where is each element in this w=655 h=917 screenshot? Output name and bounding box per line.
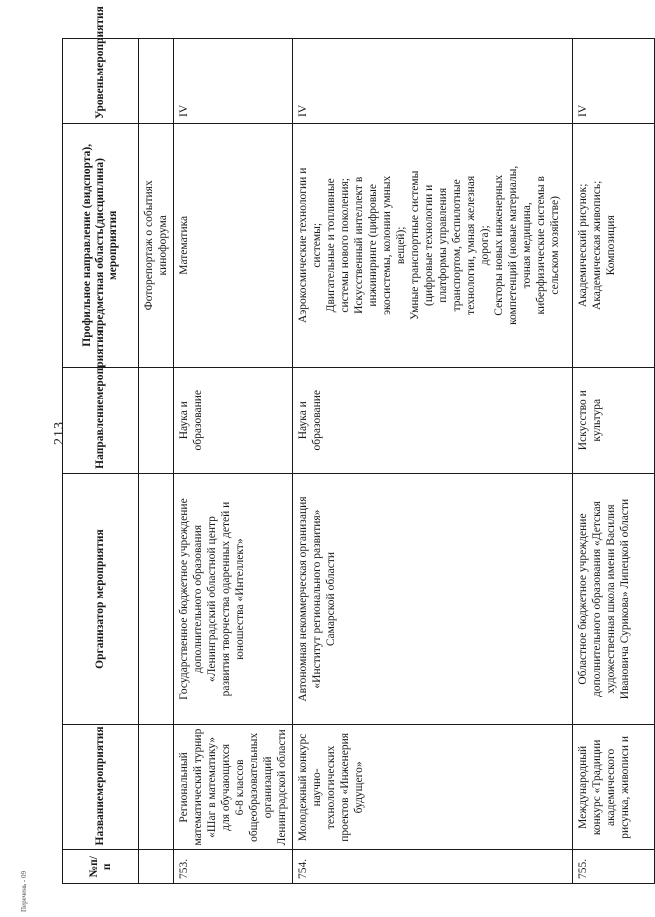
rotated-table-container: [62, 6, 631, 884]
cell-text-line: Умные транспортные системы: [409, 170, 421, 321]
cell-text-line: Аэрокосмические технологии и: [297, 167, 309, 323]
page-number: 213: [52, 421, 67, 445]
level-cell: IV: [293, 39, 573, 124]
cell-text-line: образование: [192, 389, 204, 451]
organizer-cell: [293, 473, 573, 724]
cell-text-line: образование: [311, 389, 323, 451]
cell-text-line: Профильное направление (вид: [81, 185, 93, 347]
cell-text-line: «Шаг в математику»: [206, 736, 218, 838]
level-cell: IV: [174, 39, 293, 124]
cell-text-line: Самарской области: [325, 551, 337, 647]
cell-text-line: Название: [94, 795, 106, 846]
cell-text-line: развития творчества одаренных детей и: [220, 501, 232, 697]
cell-text-line: будущего»: [353, 761, 365, 814]
cell-text-line: проектов «Инженерия: [339, 732, 351, 842]
profile-cell: [573, 123, 655, 367]
header-name: [63, 725, 139, 850]
cell-text-line: организаций: [262, 756, 274, 819]
cell-text-line: научно-: [311, 768, 323, 807]
cell-text-line: дорога);: [479, 225, 491, 266]
cell-text-line: рисунка, живописи и: [619, 735, 631, 839]
num-cell: 754.: [293, 850, 573, 884]
cell-text-line: математический турнир: [192, 728, 204, 846]
cell-text-line: Региональный: [178, 752, 190, 823]
header-organizer: [63, 473, 139, 724]
cell-text-line: транспортом, беспилотные: [451, 179, 463, 312]
cell-text-line: Уровень: [94, 75, 106, 119]
profile-cell: [293, 123, 573, 367]
cell-text-line: компетенций (новые материалы,: [507, 165, 519, 325]
cell-text-line: технологии, умная железная: [465, 175, 477, 315]
cell-text-line: сельском хозяйстве): [549, 196, 561, 295]
num-cell: 753.: [174, 850, 293, 884]
cell-text-line: №: [87, 865, 100, 878]
cell-text-line: мероприятия: [94, 726, 106, 796]
num-cell: 755.: [573, 850, 655, 884]
cell-text-line: мероприятия: [94, 6, 106, 76]
header-level: [63, 6, 139, 124]
cell-text-line: системы нового поколения;: [339, 178, 351, 313]
cell-text-line: конкурс «Традиции: [591, 739, 603, 836]
cell-text-line: Автономная некоммерческая организация: [297, 496, 309, 702]
cell-text-line: Наука и: [178, 401, 190, 440]
cell-text-line: мероприятия: [94, 330, 106, 400]
cell-text-line: (дисциплина) мероприятия: [94, 157, 119, 281]
cell-text-line: точная медицина,: [521, 202, 533, 289]
cell-text-line: спорта), предметная область: [81, 143, 106, 333]
level-cell: IV: [573, 39, 655, 124]
cell-text-line: киберфизические системы в: [535, 176, 547, 315]
cell-text-line: Секторы новых инженерных: [493, 174, 505, 316]
cell-text-line: инжиниринге (цифровые: [367, 183, 379, 307]
table-header-row: [63, 39, 139, 884]
organizer-cell: [174, 473, 293, 724]
cell-text-line: Академическая живопись;: [591, 180, 603, 310]
cell-text-line: Направление: [94, 399, 106, 469]
organizer-cell: [573, 473, 655, 724]
cell-text-line: Организатор мероприятия: [94, 529, 106, 669]
cell-text-line: общеобразовательных: [248, 732, 260, 842]
cell-text-line: Математика: [178, 215, 190, 275]
cell-text-line: Ивановича Сурикова» Липецкой области: [619, 498, 631, 700]
cell-text-line: платформы управления: [437, 187, 449, 303]
direction-cell: [293, 367, 573, 473]
cell-text-line: дополнительного образования «Детская: [591, 501, 603, 698]
cell-text-line: Международный: [577, 745, 589, 829]
footer-note: Перечень - 09: [20, 871, 28, 912]
cell-text-line: академического: [605, 748, 617, 826]
cell-text-line: Ленинградской области: [276, 729, 288, 846]
cell-text-line: (цифровые технологии и: [423, 184, 435, 306]
cell-text-line: экосистемы, колонии умных: [381, 175, 393, 315]
cell-text-line: культура: [591, 398, 603, 442]
direction-cell: [174, 367, 293, 473]
events-table: [62, 6, 655, 884]
cell-text-line: Областное бюджетное учреждение: [577, 513, 589, 685]
cell-text-line: Молодежный конкурс: [297, 733, 309, 842]
cell-text-line: Наука и: [297, 401, 309, 440]
profile-cell: [139, 123, 174, 367]
table-row: [573, 39, 655, 884]
table-row: [293, 39, 573, 884]
cell-text-line: вещей);: [395, 226, 407, 265]
header-profile: [63, 123, 139, 367]
direction-cell: [573, 367, 655, 473]
cell-text-line: для обучающихся: [220, 743, 232, 831]
document-sheet: [62, 6, 631, 884]
cell-text-line: Композиция: [605, 215, 617, 276]
cell-text-line: кинофорума: [157, 215, 169, 276]
cell-text-line: юношества «Интеллект»: [234, 538, 246, 660]
header-num: [63, 850, 139, 884]
cell-text-line: 6-8 классов: [234, 759, 246, 816]
cell-text-line: «Институт регионального развития»: [311, 509, 323, 689]
cell-text-line: системы;: [311, 222, 323, 268]
cell-text-line: Государственное бюджетное учреждение: [178, 498, 190, 700]
cell-text-line: дополнительного образования: [192, 524, 204, 674]
cell-text-line: «Ленинградский областной центр: [206, 516, 218, 682]
cell-text-line: Академический рисунок;: [577, 183, 589, 308]
header-direction: [63, 330, 139, 473]
profile-cell: [174, 123, 293, 367]
cell-text-line: художественная школа имени Василия: [605, 504, 617, 694]
table-row-continuation: [139, 39, 174, 884]
cell-text-line: технологических: [325, 745, 337, 830]
cell-text-line: п/п: [87, 856, 113, 871]
name-cell: [174, 725, 293, 850]
name-cell: [293, 725, 573, 850]
cell-text-line: Искусственный интеллект в: [353, 176, 365, 314]
table-row: [174, 39, 293, 884]
cell-text-line: Двигательные и топливные: [325, 178, 337, 313]
cell-text-line: Фоторепортаж о событиях: [143, 180, 155, 311]
name-cell: [573, 725, 655, 850]
cell-text-line: Искусство и: [577, 390, 589, 451]
